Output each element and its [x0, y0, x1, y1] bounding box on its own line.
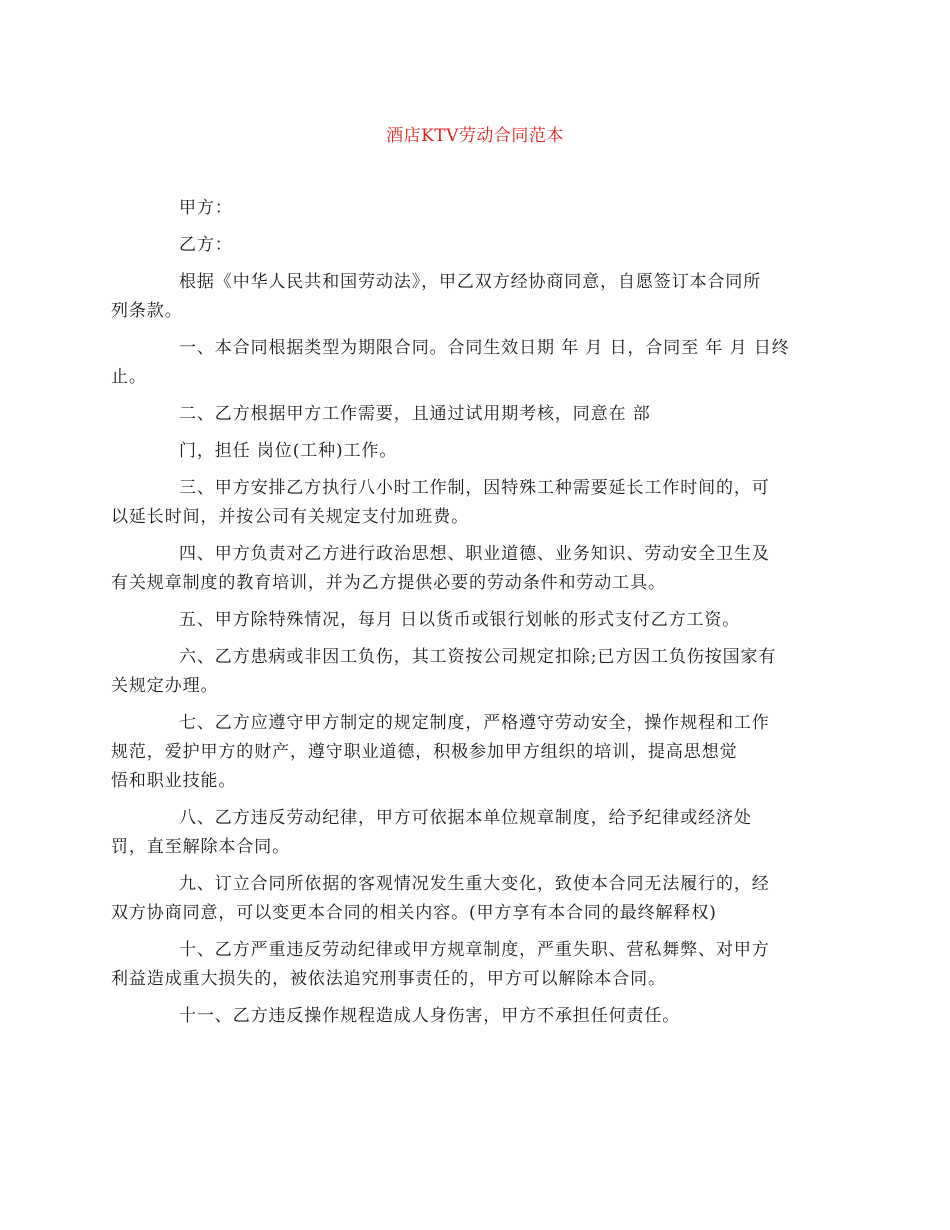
clause-line: 以延长时间，并按公司有关规定支付加班费。: [111, 507, 469, 527]
clause-line: 有关规章制度的教育培训，并为乙方提供必要的劳动条件和劳动工具。: [111, 573, 666, 593]
party-b-line: [145, 231, 810, 260]
clause-list: [111, 268, 810, 1031]
clause-line: 止。: [111, 367, 147, 387]
clause-line: 二、乙方根据甲方工作需要，且通过试用期考核，同意在 部: [179, 404, 651, 424]
clause-line: 根据《中华人民共和国劳动法》，甲乙双方经协商同意，自愿签订本合同所: [179, 272, 762, 292]
clause-line: 利益造成重大损失的，被依法追究刑事责任的，甲方可以解除本合同。: [111, 969, 666, 989]
clause-paragraph: [145, 400, 810, 429]
clause-line: 九、订立合同所依据的客观情况发生重大变化，致使本合同无法履行的，经: [179, 874, 770, 894]
party-a-line: [145, 194, 810, 223]
clause-paragraph: [145, 1002, 810, 1031]
clause-line: 悟和职业技能。: [111, 771, 237, 791]
clause-paragraph: [111, 540, 810, 598]
party-b-label: 乙方：: [179, 235, 233, 255]
clause-line: 四、甲方负责对乙方进行政治思想、职业道德、业务知识、劳动安全卫生及: [179, 544, 770, 564]
clause-paragraph: [111, 936, 810, 994]
clause-paragraph: [111, 709, 810, 796]
clause-paragraph: [111, 870, 810, 928]
clause-line: 十、乙方严重违反劳动纪律或甲方规章制度，严重失职、营私舞弊、对甲方: [179, 940, 770, 960]
clause-paragraph: [111, 474, 810, 532]
clause-paragraph: [111, 334, 810, 392]
document-body: [111, 194, 810, 1039]
clause-line: 罚，直至解除本合同。: [111, 837, 290, 857]
clause-paragraph: [111, 268, 810, 326]
clause-paragraph: [111, 643, 810, 701]
party-a-label: 甲方：: [179, 198, 233, 218]
clause-line: 三、甲方安排乙方执行八小时工作制，因特殊工种需要延长工作时间的，可: [179, 478, 770, 498]
clause-line: 列条款。: [111, 301, 183, 321]
clause-line: 六、乙方患病或非因工负伤，其工资按公司规定扣除;已方因工负伤按国家有: [179, 647, 777, 667]
document-title: 酒店KTV劳动合同范本: [386, 126, 564, 146]
clause-line: 双方协商同意，可以变更本合同的相关内容。(甲方享有本合同的最终解释权): [111, 903, 717, 923]
clause-line: 一、本合同根据类型为期限合同。合同生效日期 年 月 日，合同至 年 月 日终: [179, 338, 790, 358]
clause-paragraph: [145, 437, 810, 466]
clause-paragraph: [111, 804, 810, 862]
clause-line: 关规定办理。: [111, 676, 219, 696]
clause-line: 规范，爱护甲方的财产，遵守职业道德，积极参加甲方组织的培训，提高思想觉: [111, 742, 738, 762]
clause-line: 五、甲方除特殊情况，每月 日以货币或银行划帐的形式支付乙方工资。: [179, 610, 741, 630]
clause-line: 十一、乙方违反操作规程造成人身伤害，甲方不承担任何责任。: [179, 1006, 681, 1026]
clause-line: 八、乙方违反劳动纪律，甲方可依据本单位规章制度，给予纪律或经济处: [179, 808, 752, 828]
clause-paragraph: [145, 606, 810, 635]
clause-line: 门，担任 岗位(工种)工作。: [179, 441, 398, 461]
clause-line: 七、乙方应遵守甲方制定的规定制度，严格遵守劳动安全，操作规程和工作: [179, 713, 770, 733]
